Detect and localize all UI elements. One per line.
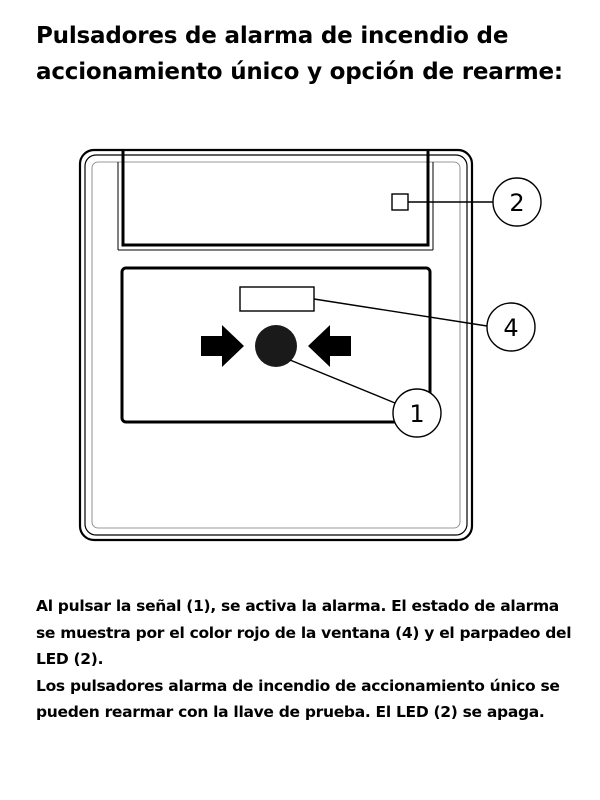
upper-panel — [118, 151, 433, 250]
led-indicator — [392, 194, 408, 210]
callout-label-window: 4 — [503, 314, 519, 342]
description-paragraph-1: Al pulsar la señal (1), se activa la alarma. El estado de alarma se muestra por el color rojo de la ventana (4) y el parpadeo del LED (2). — [36, 597, 572, 668]
arrow-left-icon — [308, 325, 351, 367]
status-window — [240, 287, 314, 311]
callout-led — [493, 178, 541, 226]
arrow-right-icon — [201, 325, 244, 367]
callout-label-led: 2 — [509, 189, 525, 217]
leader-lines — [290, 202, 493, 403]
description-paragraph-2: Los pulsadores alarma de incendio de accionamiento único se pueden rearmar con la llave de prueba. El LED (2) se apaga. — [36, 676, 560, 721]
callout-window — [487, 303, 535, 351]
title-line-2: accionamiento único y opción de rearme: — [36, 59, 563, 85]
callout-label-button: 1 — [409, 400, 425, 428]
callout-button — [393, 389, 441, 437]
description — [36, 593, 576, 726]
title-line-1: Pulsadores de alarma de incendio de — [36, 23, 509, 49]
